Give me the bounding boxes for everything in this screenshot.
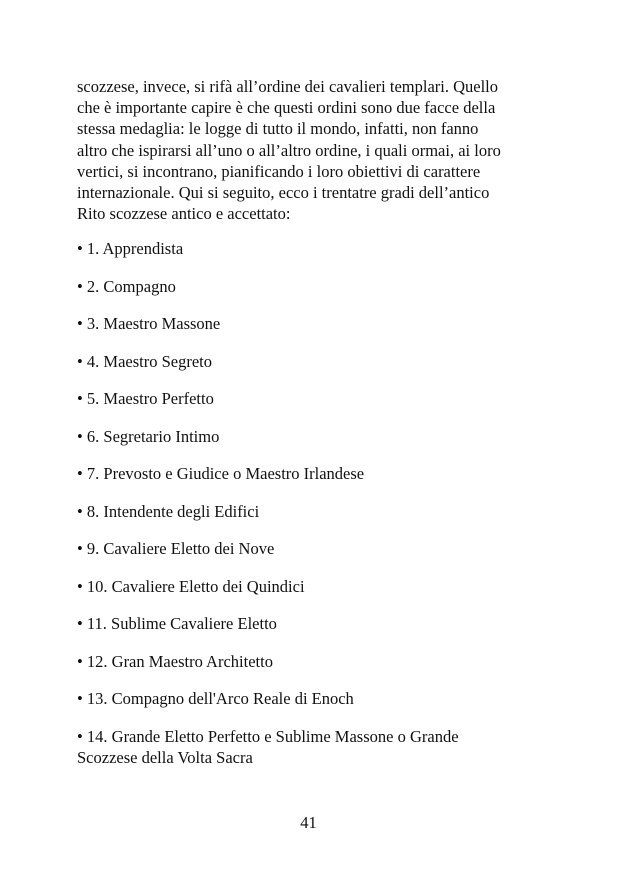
grade-item: • 1. Apprendista <box>77 239 184 258</box>
grade-item-14-line1: • 14. Grande Eletto Perfetto e Sublime Massone o Grande <box>77 726 459 746</box>
grade-item: • 4. Maestro Segreto <box>77 351 212 371</box>
intro-line: internazionale. Qui si seguito, ecco i trentatre gradi dell’antico <box>77 183 490 203</box>
grade-item: • 8. Intendente degli Edifici <box>77 501 260 521</box>
grade-item: • 9. Cavaliere Eletto dei Nove <box>77 539 275 558</box>
grade-item-14-line2: Scozzese della Volta Sacra <box>77 747 253 767</box>
grade-item: • 6. Segretario Intimo <box>77 426 220 446</box>
grade-item: • 5. Maestro Perfetto <box>77 389 214 408</box>
grade-item: • 12. Gran Maestro Architetto <box>77 651 273 671</box>
intro-line: Rito scozzese antico e accettato: <box>77 204 291 224</box>
grade-item: • 2. Compagno <box>77 276 176 296</box>
grade-item: • 13. Compagno dell'Arco Reale di Enoch <box>77 689 354 708</box>
grade-item: • 7. Prevosto e Giudice o Maestro Irlandese <box>77 464 365 483</box>
grade-item: • 10. Cavaliere Eletto dei Quindici <box>77 576 305 596</box>
page-number: 41 <box>300 813 317 832</box>
grades-list <box>77 238 547 784</box>
grade-item-14 <box>77 726 547 768</box>
intro-line: vertici, si incontrano, pianificando i loro obiettivi di carattere <box>77 161 481 181</box>
intro-line: che è importante capire è che questi ordini sono due facce della <box>77 98 496 118</box>
intro-line: scozzese, invece, si rifà all’ordine dei cavalieri templari. Quello <box>77 77 499 96</box>
intro-paragraph <box>77 76 547 224</box>
grade-item: • 3. Maestro Massone <box>77 314 221 333</box>
grade-item: • 11. Sublime Cavaliere Eletto <box>77 614 277 633</box>
intro-line: altro che ispirarsi all’uno o all’altro ordine, i quali ormai, ai loro <box>77 140 501 160</box>
intro-line: stessa medaglia: le logge di tutto il mondo, infatti, non fanno <box>77 119 479 139</box>
